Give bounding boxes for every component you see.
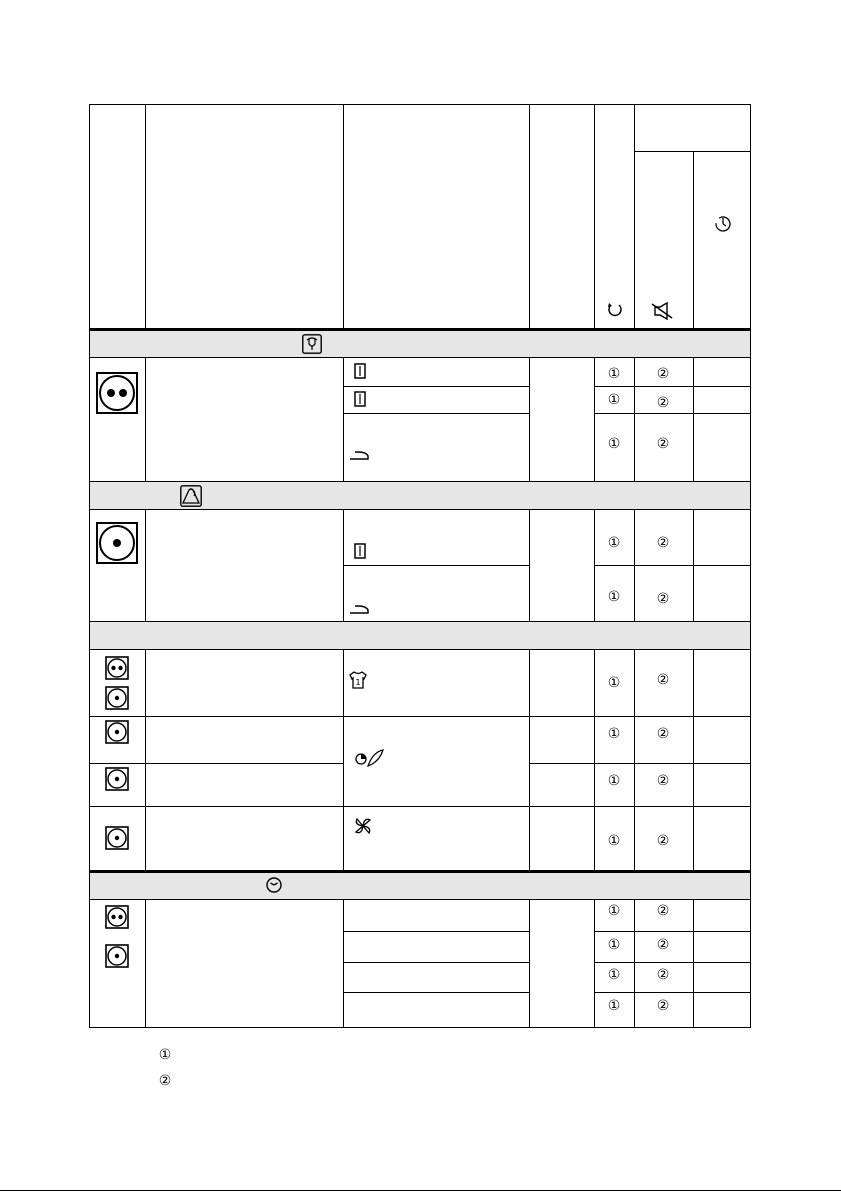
table-top-border <box>89 104 751 105</box>
row-line <box>594 931 751 932</box>
marker-one: ① <box>607 366 621 382</box>
marker-one: ① <box>607 967 621 983</box>
col-line <box>594 899 595 1028</box>
col-line <box>594 357 595 482</box>
marker-two: ② <box>656 773 670 789</box>
airing-fan-icon <box>353 816 373 836</box>
row-line <box>343 962 529 963</box>
row-line <box>89 806 751 807</box>
col-line <box>529 357 530 482</box>
marker-one: ① <box>607 998 621 1014</box>
wool-feather-icon <box>355 748 385 768</box>
section-band-special <box>89 622 751 649</box>
marker-two: ② <box>656 903 670 919</box>
marker-one: ① <box>607 726 621 742</box>
dry-high-heat-icon <box>105 905 129 929</box>
dry-high-heat-icon <box>105 656 129 680</box>
col-line <box>145 509 146 622</box>
marker-two: ② <box>656 395 670 411</box>
marker-one: ① <box>607 675 621 691</box>
marker-two: ② <box>656 998 670 1014</box>
dry-low-heat-icon <box>105 720 129 744</box>
row-line <box>343 931 529 932</box>
row-line <box>89 649 751 650</box>
row-line <box>343 413 529 414</box>
timed-section-rule <box>89 870 751 873</box>
marker-one: ① <box>607 833 621 849</box>
marker-one: ① <box>607 535 621 551</box>
section-band-timed <box>89 873 751 899</box>
row-line <box>529 763 751 764</box>
dry-high-heat-icon <box>96 372 138 414</box>
row-line <box>89 481 751 482</box>
col-line <box>693 357 694 482</box>
row-line <box>594 386 751 387</box>
marker-two: ② <box>656 967 670 983</box>
row-line <box>594 962 751 963</box>
section-band-cotton <box>89 331 751 357</box>
col-line <box>343 357 344 482</box>
cupboard-dry-icon <box>354 363 366 379</box>
col-line <box>594 649 595 871</box>
marker-one: ① <box>607 937 621 953</box>
dry-low-heat-icon <box>105 826 129 850</box>
col-line <box>634 104 635 329</box>
marker-one: ① <box>607 773 621 789</box>
svg-text:1: 1 <box>355 678 361 687</box>
row-line <box>343 386 529 387</box>
table-right-border <box>750 104 751 1028</box>
timer-icon <box>265 876 283 894</box>
marker-one: ① <box>607 903 621 919</box>
shirts-icon <box>348 670 368 690</box>
row-line <box>89 621 751 622</box>
row-line <box>343 992 529 993</box>
cupboard-dry-icon <box>354 543 366 559</box>
col-line <box>594 104 595 329</box>
legend-marker-two: ② <box>158 1073 172 1089</box>
table-bottom-border <box>89 1027 751 1028</box>
col-line <box>529 104 530 329</box>
row-line <box>89 763 343 764</box>
row-line <box>594 992 751 993</box>
col-line <box>529 899 530 1028</box>
col-line <box>145 649 146 871</box>
marker-two: ② <box>656 436 670 452</box>
marker-two: ② <box>656 726 670 742</box>
col-line <box>634 357 635 482</box>
cupboard-dry-icon <box>354 391 366 407</box>
dry-low-heat-icon <box>105 767 129 791</box>
col-line <box>145 357 146 482</box>
iron-dry-icon <box>348 451 370 461</box>
col-line <box>693 151 694 329</box>
row-line <box>89 899 751 900</box>
marker-one: ① <box>607 392 621 408</box>
legend-marker-one: ① <box>158 1047 172 1063</box>
col-line <box>529 649 530 871</box>
marker-two: ② <box>656 535 670 551</box>
col-line <box>145 899 146 1028</box>
synthetic-programme-icon <box>180 485 202 507</box>
col-line <box>693 649 694 871</box>
marker-two: ② <box>656 937 670 953</box>
row-line <box>594 565 751 566</box>
dry-low-heat-icon <box>105 944 129 968</box>
col-line <box>693 899 694 1028</box>
marker-two: ② <box>656 366 670 382</box>
iron-dry-icon <box>348 605 370 615</box>
marker-one: ① <box>607 436 621 452</box>
row-line <box>594 413 751 414</box>
marker-two: ② <box>656 833 670 849</box>
buzzer-off-icon <box>650 302 674 320</box>
col-line <box>145 104 146 329</box>
col-line <box>343 104 344 329</box>
row-line <box>89 716 751 717</box>
time-delay-icon <box>714 214 732 233</box>
rotation-arrow-icon <box>606 302 624 319</box>
row-line <box>343 565 529 566</box>
dry-low-heat-icon <box>96 522 138 564</box>
marker-one: ① <box>607 589 621 605</box>
col-line <box>343 899 344 1028</box>
col-line <box>529 509 530 622</box>
marker-two: ② <box>656 591 670 607</box>
header-bottom-rule <box>89 328 751 331</box>
row-line <box>89 509 751 510</box>
col-line <box>343 649 344 871</box>
marker-two: ② <box>656 672 670 688</box>
row-line <box>89 357 751 358</box>
header-sub-rule <box>634 151 751 152</box>
col-line <box>634 649 635 871</box>
cotton-programme-icon <box>302 334 322 354</box>
dry-low-heat-icon <box>105 686 129 710</box>
table-left-border <box>89 104 90 1028</box>
col-line <box>634 899 635 1028</box>
page-bottom-rule <box>0 1190 841 1191</box>
